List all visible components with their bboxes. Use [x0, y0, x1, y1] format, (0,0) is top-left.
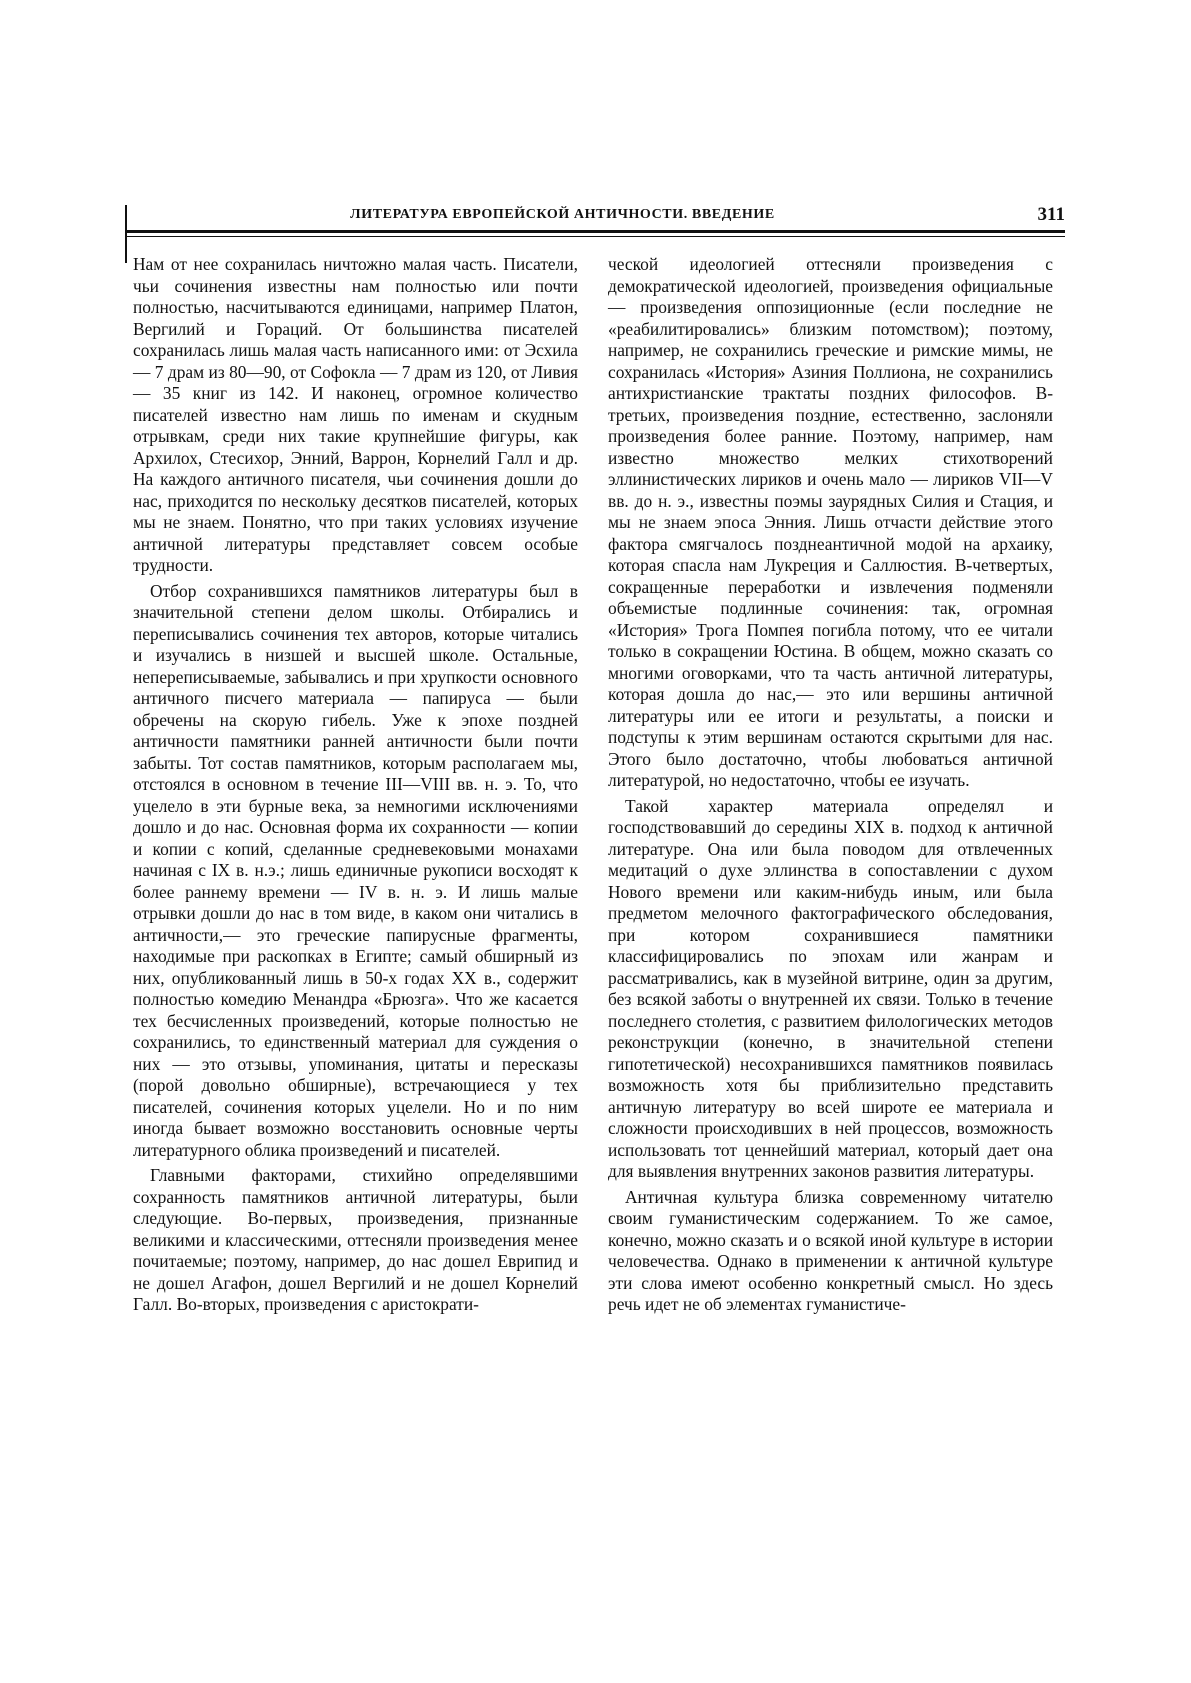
page-header	[130, 204, 1065, 229]
paragraph: Такой характер материала определял и господствовавший до середины XIX в. подход к античной литературе. Она или была поводом для отвлеченных медитаций о духе эллинства в сопоставлении с духом Нового времени или каким-нибудь иным, или была предметом мелочного фактографического обследования, при котором сохранившиеся памятники классифицировались по эпохам или жанрам и рассматривались, как в музейной витрине, один за другим, без всякой заботы о внутренней их связи. Только в течение последнего столетия, с развитием филологических методов реконструкции (конечно, в значительной степени гипотетической) несохранившихся памятников появилась возможность хотя бы приблизительно представить античную литературу во всей широте ее материала и сложности происходивших в ней процессов, возможность использовать тот ценнейший материал, который дает она для выявления внутренних законов развития литературы.	[608, 795, 1053, 1181]
margin-bar	[125, 205, 127, 263]
header-rule-thin	[127, 236, 1065, 237]
page-number: 311	[1037, 204, 1065, 225]
right-column	[608, 254, 1053, 1316]
header-rule	[127, 230, 1065, 233]
paragraph: ческой идеологией оттесняли произведения с демократической идеологией, произведения официальные — произведения оппозиционные (если последние не «реабилитировались» близким потомством); поэтому, например, не сохранились греческие и римские мимы, не сохранилась «История» Азиния Поллиона, не сохранились антихристианские трактаты поздних философов. В-третьих, произведения поздние, естественно, заслоняли произведения более ранние. Поэтому, например, нам известно множество мелких стихотворений эллинистических лириков и очень мало — лириков VII—V вв. до н. э., известны поэмы заурядных Силия и Стация, и мы не знаем эпоса Энния. Лишь отчасти действие этого фактора смягчалось позднеантичной модой на архаику, которая спасла нам Лукреция и Саллюстия. В-четвертых, сокращенные переработки и извлечения подменяли объемистые подлинные сочинения: так, огромная «История» Трога Помпея погибла потому, что ее читали только в сокращении Юстина. В общем, можно сказать со многими оговорками, что та часть античной литературы, которая дошла до нас,— это или вершины античной литературы или ее итоги и результаты, а поиски и подступы к этим вершинам остаются скрытыми для нас. Этого было достаточно, чтобы любоваться античной литературой, но недостаточно, чтобы ее изучать.	[608, 254, 1053, 790]
paragraph: Античная культура близка современному читателю своим гуманистическим содержанием. То же самое, конечно, можно сказать и о всякой иной культуре в истории человечества. Однако в применении к античной культуре эти слова имеют особенно конкретный смысл. Но здесь речь идет не об элементах гуманистиче-	[608, 1186, 1053, 1314]
paragraph: Главными факторами, стихийно определявшими сохранность памятников античной литературы, были следующие. Во-первых, произведения, признанные великими и классическими, оттесняли произведения менее почитаемые; поэтому, например, до нас дошел Еврипид и не дошел Агафон, дошел Вергилий и не дошел Корнелий Галл. Во-вторых, произведения с аристократи-	[133, 1165, 578, 1314]
paragraph: Отбор сохранившихся памятников литературы был в значительной степени делом школы. Отбирались и переписывались сочинения тех авторов, которые читались и изучались в низшей и высшей школе. Остальные, непереписываемые, забывались и при хрупкости основного античного писчего материала — папируса — были обречены на скорую гибель. Уже к эпохе поздней античности памятники ранней античности были почти забыты. Тот состав памятников, которым располагаем мы, отстоялся в основном в течение III—VIII вв. н. э. То, что уцелело в эти бурные века, за немногими исключениями дошло и до нас. Основная форма их сохранности — копии и копии с копий, сделанные средневековыми монахами начиная с IX в. н.э.; лишь единичные рукописи восходят к более раннему времени — IV в. н. э. И лишь малые отрывки дошли до нас в том виде, в каком они читались в античности,— это греческие папирусные фрагменты, находимые при раскопках в Египте; самый обширный из них, опубликованный лишь в 50-х годах XX в., содержит полностью комедию Менандра «Брюзга». Что же касается тех бесчисленных произведений, которые полностью не сохранились, то единственный материал для суждения о них — это отзывы, упоминания, цитаты и пересказы (порой довольно обширные), встречающиеся у тех писателей, сочинения которых уцелели. Но и по ним иногда бывает возможно восстановить основные черты литературного облика произведений и писателей.	[133, 580, 578, 1160]
paragraph: Нам от нее сохранилась ничтожно малая часть. Писатели, чьи сочинения известны нам полностью или почти полностью, насчитываются единицами, например Платон, Вергилий и Гораций. От большинства писателей сохранилась лишь малая часть написанного ими: от Эсхила — 7 драм из 80—90, от Софокла — 7 драм из 120, от Ливия — 35 книг из 142. И наконец, огромное количество писателей известно нам лишь по именам и скудным отрывкам, среди них такие крупнейшие фигуры, как Архилох, Стесихор, Энний, Варрон, Корнелий Галл и др. На каждого античного писателя, чьи сочинения дошли до нас, приходится по нескольку десятков писателей, которых мы не знаем. Понятно, что при таких условиях изучение античной литературы представляет совсем особые трудности.	[133, 254, 578, 575]
running-title: ЛИТЕРАТУРА ЕВРОПЕЙСКОЙ АНТИЧНОСТИ. ВВЕДЕНИЕ	[350, 207, 775, 222]
left-column	[133, 254, 578, 1316]
